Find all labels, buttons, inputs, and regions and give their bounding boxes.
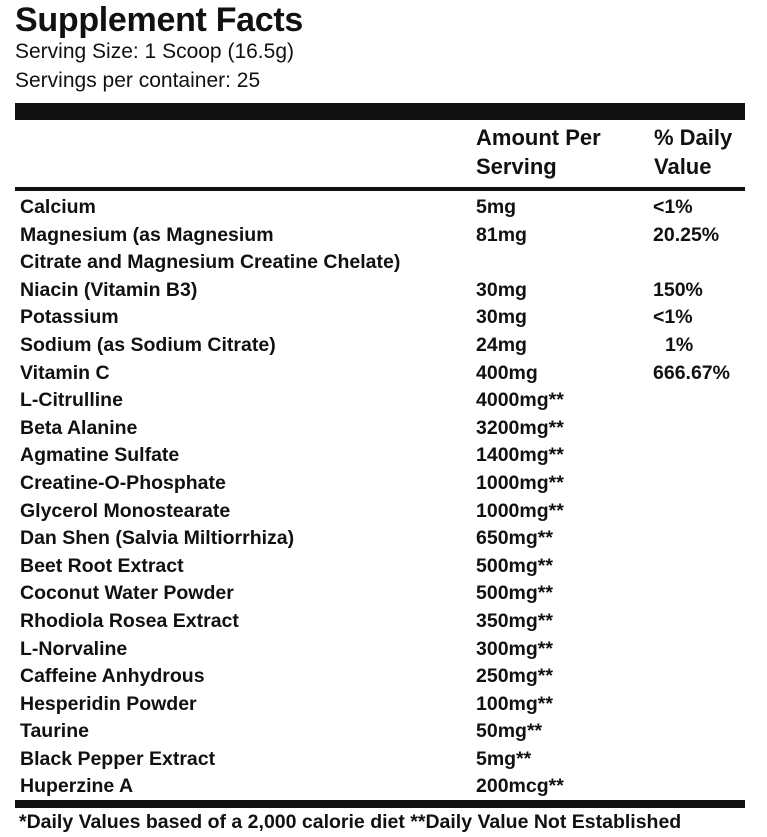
amount-per-serving: 4000mg** <box>476 389 564 412</box>
amount-per-serving: 3200mg** <box>476 416 564 439</box>
header-rule <box>15 187 745 191</box>
table-row <box>0 277 767 305</box>
nutrient-name: Hesperidin Powder <box>20 692 197 715</box>
serving-size: Serving Size: 1 Scoop (16.5g) <box>15 40 294 63</box>
nutrient-table <box>0 194 767 801</box>
amount-per-serving: 50mg** <box>476 720 543 743</box>
nutrient-name: Beet Root Extract <box>20 554 184 577</box>
amount-per-serving: 5mg <box>476 196 517 218</box>
dv-header-line2: Value <box>654 154 712 179</box>
footnote: *Daily Values based of a 2,000 calorie diet **Daily Value Not Established <box>19 811 682 833</box>
daily-value: <1% <box>653 196 693 218</box>
servings-per-container: Servings per container: 25 <box>15 69 261 92</box>
amount-per-serving: 30mg <box>476 278 527 301</box>
nutrient-name: Magnesium (as Magnesium <box>20 223 274 246</box>
amount-per-serving: 250mg** <box>476 665 553 688</box>
amount-per-serving: 1400mg** <box>476 444 564 467</box>
table-row <box>0 332 767 360</box>
table-row <box>0 470 767 498</box>
amount-per-serving: 300mg** <box>476 637 553 660</box>
table-row <box>0 636 767 664</box>
nutrient-name: L-Norvaline <box>20 637 128 660</box>
nutrient-name: Rhodiola Rosea Extract <box>20 609 239 632</box>
table-row <box>0 580 767 608</box>
nutrient-name: Taurine <box>20 720 89 743</box>
table-row <box>0 525 767 553</box>
table-row <box>0 194 767 222</box>
table-row <box>0 691 767 719</box>
table-row <box>0 553 767 581</box>
nutrient-name: Beta Alanine <box>20 416 138 439</box>
nutrient-name: Dan Shen (Salvia Miltiorrhiza) <box>20 527 295 550</box>
table-row <box>0 663 767 691</box>
table-row <box>0 387 767 415</box>
amount-per-serving: 81mg <box>476 223 527 246</box>
dv-header-line1: % Daily <box>654 125 733 150</box>
daily-value-column-header <box>654 123 754 181</box>
top-thick-rule <box>15 103 745 120</box>
amount-per-serving: 400mg <box>476 361 538 384</box>
nutrient-name: Sodium (as Sodium Citrate) <box>20 333 276 356</box>
nutrient-name: Potassium <box>20 306 119 329</box>
amount-per-serving: 500mg** <box>476 582 553 605</box>
nutrient-name: Agmatine Sulfate <box>20 444 180 467</box>
nutrient-name: Creatine-O-Phosphate <box>20 471 226 494</box>
amount-per-serving: 650mg** <box>476 527 553 550</box>
daily-value: 150% <box>653 278 703 301</box>
table-row <box>0 498 767 526</box>
daily-value: 1% <box>665 333 694 356</box>
amount-per-serving: 100mg** <box>476 692 553 715</box>
table-row <box>0 249 767 277</box>
amount-per-serving: 24mg <box>476 333 527 356</box>
nutrient-name: Caffeine Anhydrous <box>20 665 205 688</box>
table-row <box>0 360 767 388</box>
amount-per-serving: 500mg** <box>476 554 553 577</box>
nutrient-name: Coconut Water Powder <box>20 582 234 605</box>
amount-header-line2: Serving <box>476 154 557 179</box>
table-row <box>0 718 767 746</box>
table-row <box>0 746 767 774</box>
bottom-thick-rule <box>15 800 745 808</box>
nutrient-name: Citrate and Magnesium Creatine Chelate) <box>20 251 401 274</box>
nutrient-name: Niacin (Vitamin B3) <box>20 278 198 301</box>
nutrient-name: L-Citrulline <box>20 389 123 412</box>
table-row <box>0 608 767 636</box>
table-row <box>0 222 767 250</box>
amount-per-serving: 350mg** <box>476 609 553 632</box>
nutrient-name: Huperzine A <box>20 775 134 798</box>
nutrient-name: Vitamin C <box>20 361 110 384</box>
amount-per-serving: 200mcg** <box>476 775 564 798</box>
table-row <box>0 415 767 443</box>
nutrient-name: Glycerol Monostearate <box>20 499 231 522</box>
amount-column-header <box>476 123 636 181</box>
daily-value: 666.67% <box>653 361 730 384</box>
panel-title: Supplement Facts <box>15 1 304 39</box>
amount-per-serving: 1000mg** <box>476 499 564 522</box>
amount-per-serving: 5mg** <box>476 747 532 770</box>
nutrient-name: Calcium <box>20 196 96 218</box>
daily-value: 20.25% <box>653 223 720 246</box>
nutrient-name: Black Pepper Extract <box>20 747 216 770</box>
daily-value: <1% <box>653 306 693 329</box>
amount-per-serving: 30mg <box>476 306 527 329</box>
amount-header-line1: Amount Per <box>476 125 601 150</box>
table-row <box>0 304 767 332</box>
table-row <box>0 773 767 801</box>
amount-per-serving: 1000mg** <box>476 471 564 494</box>
table-row <box>0 442 767 470</box>
